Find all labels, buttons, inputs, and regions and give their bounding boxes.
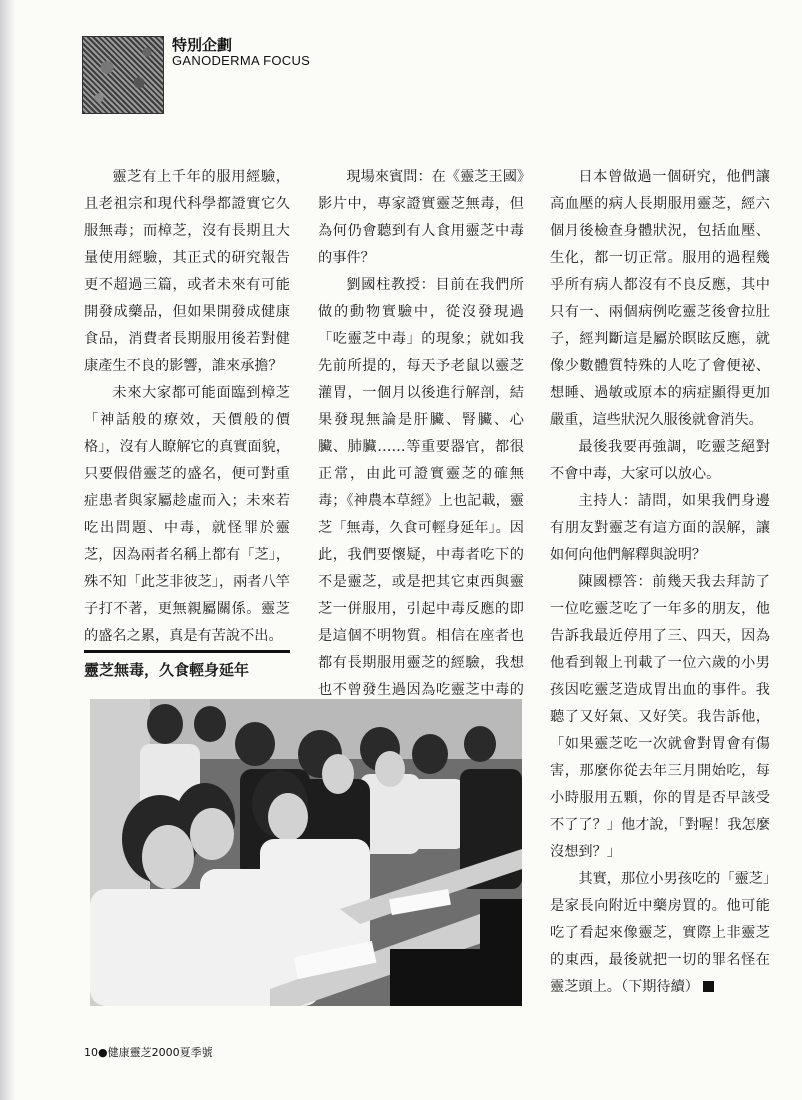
page-footer: 10●健康靈芝2000夏季號 [84, 1046, 213, 1059]
binding-shadow [0, 0, 16, 1100]
subheading: 靈芝無毒，久食輕身延年 [84, 650, 290, 680]
paragraph: 劉國柱教授：目前在我們所做的動物實驗中，從沒發現過「吃靈芝中毒」的現象；就如我先前所提的，每天予老鼠以靈芝灌胃，一個月以後進行解剖，結果發現無論是肝臟、腎臟、心臟、肺臟……等重要器官，都很正常，由此可證實靈芝的確無毒；《神農本草經》上也記載，靈芝「無毒，久食可輕身延年」。因此，我們要懷疑，中毒者吃下的不是靈芝，或是把其它東西與靈芝一併服用，引起中毒反應的即是這個不明物質。相信在座者也都有長期服用靈芝的經驗，我想也不曾發生過因為吃靈芝中毒的 [318, 277, 524, 698]
paragraph: 陳國標答：前幾天我去拜訪了一位吃靈芝吃了一年多的朋友，他告訴我最近停用了三、四天，因為他看到報上刊載了一位六歲的小男孩因吃靈芝造成胃出血的事件。我聽了又好氣、又好笑。我告訴他，「如果靈芝吃一次就會對胃會有傷害，那麼你從去年三月開始吃，每小時服用五顆，你的胃是否早該受不了了？」他才說，「對喔！我怎麼沒想到？」 [550, 574, 770, 860]
paragraph: 主持人：請問，如果我們身邊有朋友對靈芝有這方面的誤解，讓如何向他們解釋與說明？ [550, 493, 770, 563]
header-ganoderma-image [82, 36, 164, 114]
end-of-article-mark [703, 981, 714, 992]
article-column-1 [84, 164, 290, 650]
section-subtitle: GANODERMA FOCUS [172, 53, 311, 68]
article-column-2 [318, 164, 524, 731]
paragraph: 最後我要再強調，吃靈芝絕對不會中毒，大家可以放心。 [550, 439, 770, 482]
paragraph-text: 其實，那位小男孩吃的「靈芝」是家長向附近中藥房買的。他可能吃了看起來像靈芝，實際上非靈芝的東西，最後就把一切的罪名怪在靈芝頭上。（下期待續） [550, 871, 770, 995]
paragraph [550, 866, 770, 1001]
paragraph: 現場來賓問：在《靈芝王國》影片中，專家證實靈芝無毒，但為何仍會聽到有人食用靈芝中毒的事件？ [318, 169, 524, 266]
section-title: 特別企劃 [172, 36, 233, 54]
paragraph: 日本曾做過一個研究，他們讓高血壓的病人長期服用靈芝，經六個月後檢查身體狀況，包括血壓、生化，都一切正常。服用的過程幾乎所有病人都沒有不良反應，其中只有一、兩個病例吃靈芝後會拉肚子，經判斷這是屬於瞑眩反應，就像少數體質特殊的人吃了會便祕、想睡、過敏或原本的病症顯得更加嚴重，這些狀況久服後就會消失。 [550, 169, 770, 428]
audience-photo-drawing [90, 699, 522, 1006]
article-column-3 [550, 164, 770, 1001]
audience-photo [90, 699, 522, 1006]
paragraph: 未來大家都可能面臨到樟芝「神話般的療效，天價般的價格」，沒有人瞭解它的真實面貌，只要假借靈芝的盛名，便可對重症患者與家屬趁虛而入；未來若吃出問題、中毒，就怪罪於靈芝，因為兩者名稱上都有「芝」，殊不知「此芝非彼芝」，兩者八竿子打不著，更無親屬關係。靈芝的盛名之累，真是有苦說不出。 [84, 385, 290, 644]
paragraph: 靈芝有上千年的服用經驗，且老祖宗和現代科學都證實它久服無毒；而樟芝，沒有長期且大量使用經驗，其正式的研究報告更不超過三篇，或者未來有可能開發成藥品，但如果開發成健康食品，消費者長期服用後若對健康產生不良的影響，誰來承擔？ [84, 169, 290, 374]
